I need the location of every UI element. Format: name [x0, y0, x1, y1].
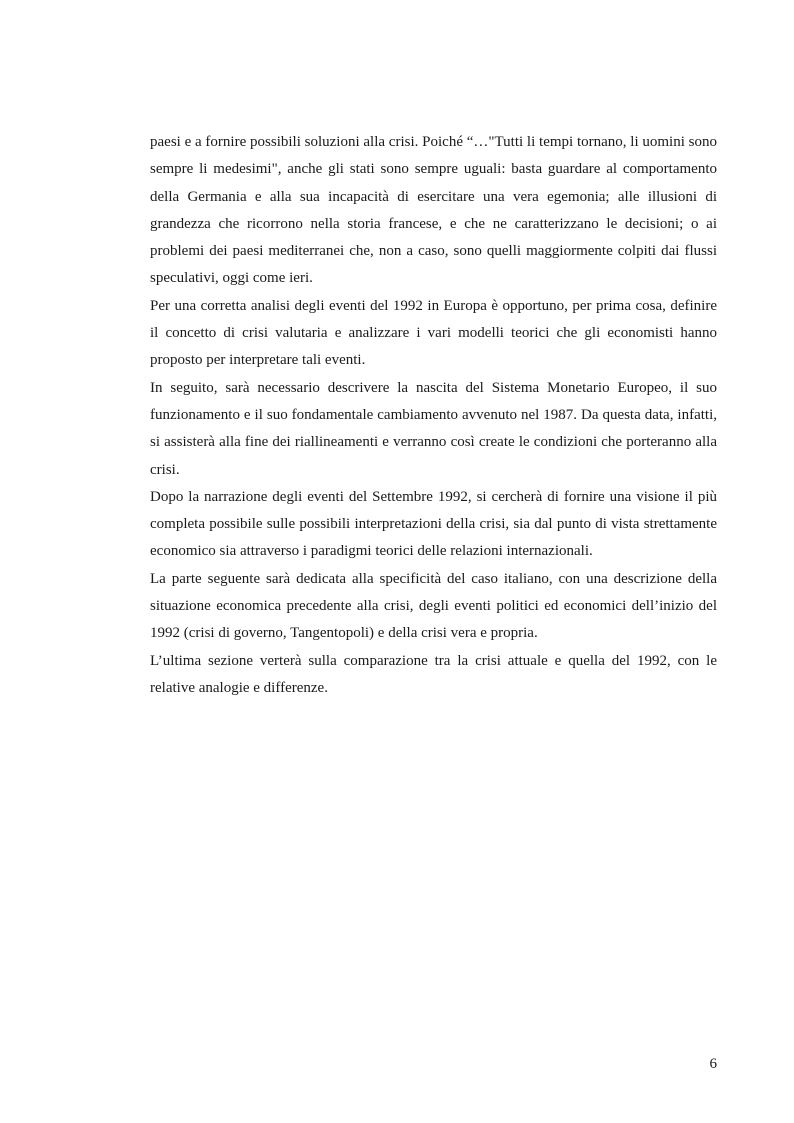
paragraph-2: Per una corretta analisi degli eventi del 1992 in Europa è opportuno, per prima cosa, definire il concetto di crisi valutaria e analizzare i vari modelli teorici che gli economisti hanno proposto per interpretare tali eventi.: [150, 297, 717, 369]
paragraph-6: L’ultima sezione verterà sulla comparazione tra la crisi attuale e quella del 1992, con le relative analogie e differenze.: [150, 652, 717, 696]
paragraph-1: paesi e a fornire possibili soluzioni alla crisi. Poiché “…"Tutti li tempi tornano, li uomini sono sempre li medesimi", anche gli stati sono sempre uguali: basta guardare al comportamento della Germania e alla sua incapacità di esercitare una vera egemonia; alle illusioni di grandezza che ricorrono nella storia francese, e che ne caratterizzano le decisioni; o ai problemi dei paesi mediterranei che, non a caso, sono quelli maggiormente colpiti dai flussi speculativi, oggi come ieri.: [150, 134, 717, 287]
paragraph-3: In seguito, sarà necessario descrivere la nascita del Sistema Monetario Europeo, il suo funzionamento e il suo fondamentale cambiamento avvenuto nel 1987. Da questa data, infatti, si assisterà alla fine dei riallineamenti e verranno così create le condizioni che porteranno alla crisi.: [150, 379, 717, 478]
body-text: [150, 129, 717, 702]
page-number: 6: [709, 1056, 717, 1072]
paragraph-4: Dopo la narrazione degli eventi del Settembre 1992, si cercherà di fornire una visione il più completa possibile sulle possibili interpretazioni della crisi, sia dal punto di vista strettamente economico sia attraverso i paradigmi teorici delle relazioni internazionali.: [150, 488, 717, 560]
paragraph-5: La parte seguente sarà dedicata alla specificità del caso italiano, con una descrizione della situazione economica precedente alla crisi, degli eventi politici ed economici dell’inizio del 1992 (crisi di governo, Tangentopoli) e della crisi vera e propria.: [150, 570, 717, 642]
